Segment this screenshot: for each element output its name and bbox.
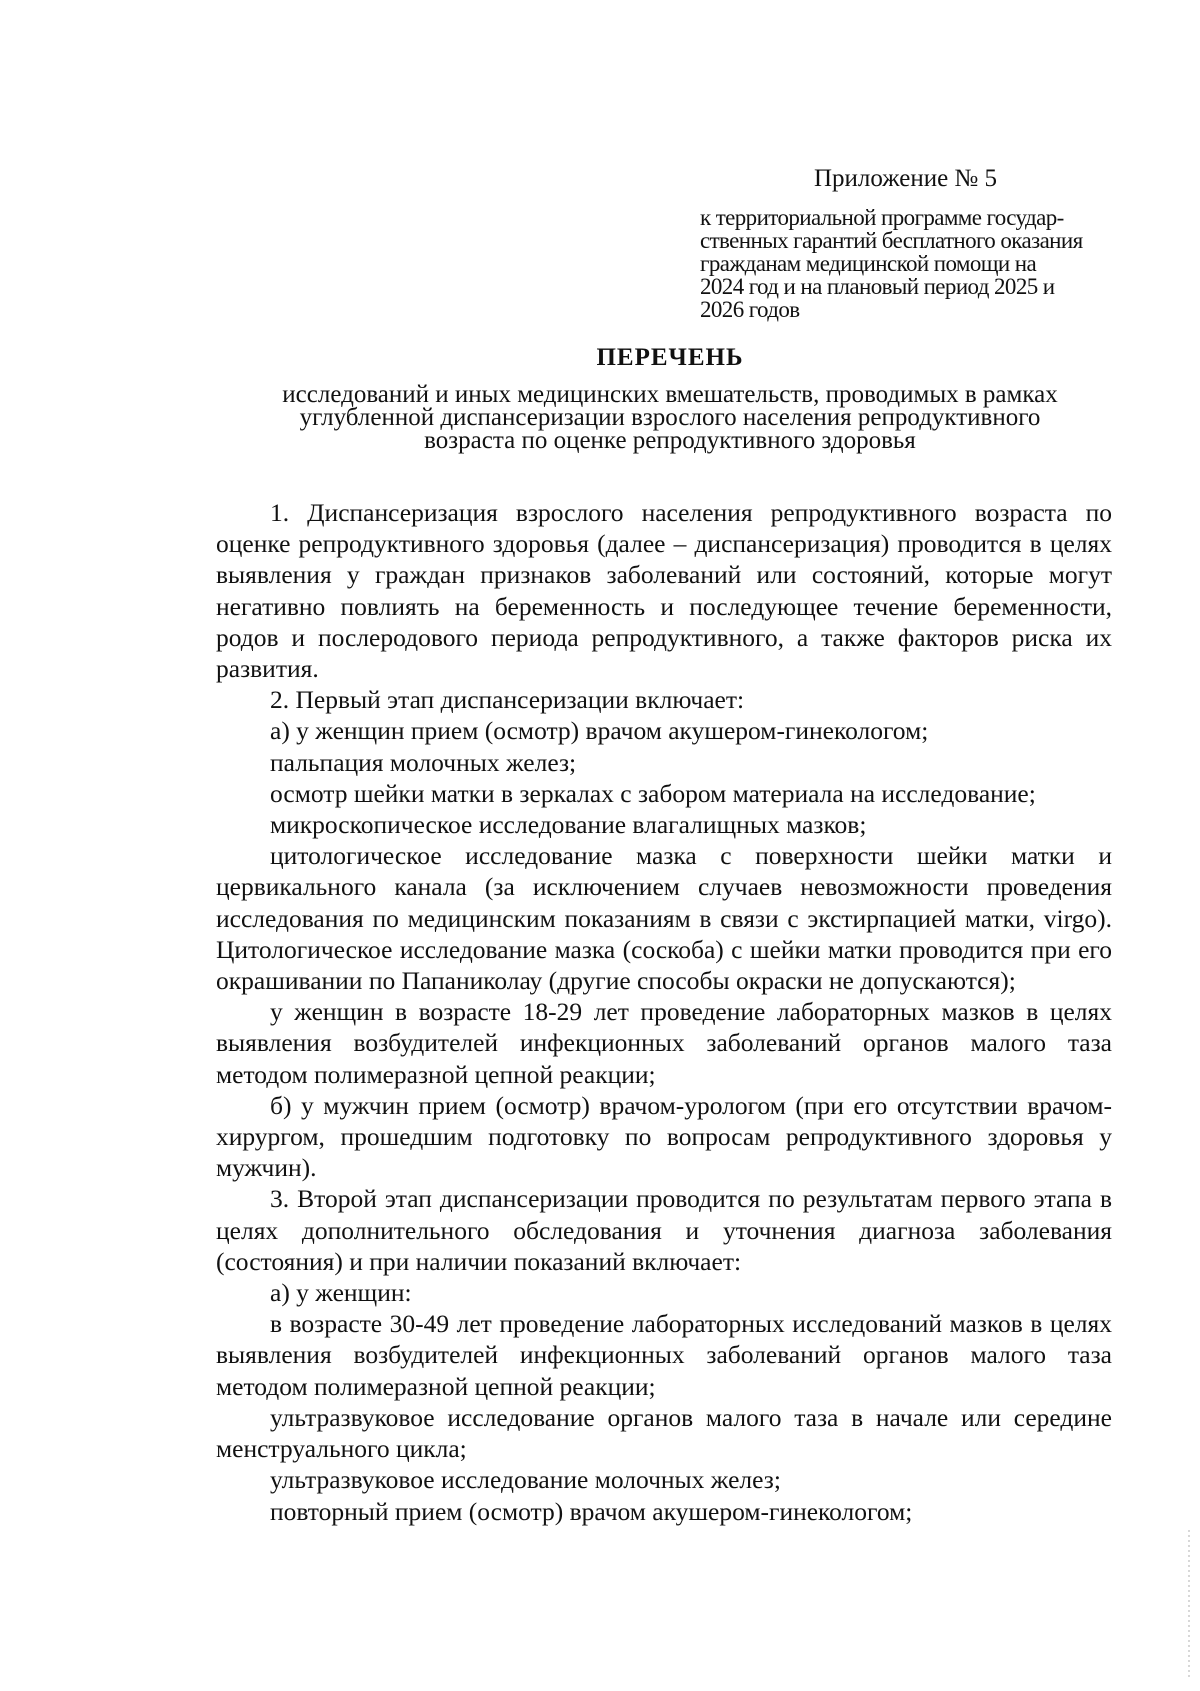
scan-edge-mark <box>1188 1530 1190 1680</box>
list-item-women-stage2: а) у женщин: <box>270 1278 412 1308</box>
appendix-subtitle-line: гражданам медицинской помощи на <box>700 251 1037 276</box>
appendix-subtitle <box>700 206 1140 321</box>
document-subheading-line: углубленной диспансеризации взрослого населения репродуктивного <box>299 404 1041 431</box>
paragraph-3: 3. Второй этап диспансеризации проводится по результатам первого этапа в целях дополнительного обследования и уточнения диагноза заболевания (состояния) и при наличии показаний включает: <box>216 1184 1112 1276</box>
list-item-women-exam: а) у женщин прием (осмотр) врачом акушером-гинекологом; <box>270 716 929 746</box>
appendix-subtitle-line: 2024 год и на плановый период 2025 и <box>700 274 1055 299</box>
list-item-palpation: пальпация молочных желез; <box>270 747 577 777</box>
list-item-pcr-18-29: у женщин в возрасте 18-29 лет проведение лабораторных мазков в целях выявления возбудителей инфекционных заболеваний органов малого таза методом полимеразной цепной реакции; <box>216 997 1112 1089</box>
document-subheading <box>200 383 1140 452</box>
paragraph-2: 2. Первый этап диспансеризации включает: <box>270 685 745 715</box>
paragraph-1: 1. Диспансеризация взрослого населения репродуктивного возраста по оценке репродуктивного здоровья (далее – диспансеризация) проводится в целях выявления у граждан признаков заболеваний или состояний, которые могут негативно повлиять на беременность и последующее течение беременности, родов и послеродового периода репродуктивного, а также факторов риска их развития. <box>216 498 1112 684</box>
list-item-repeat-exam: повторный прием (осмотр) врачом акушером-гинекологом; <box>270 1496 913 1526</box>
list-item-pelvic-ultrasound: ультразвуковое исследование органов малого таза в начале или середине менструального цикла; <box>216 1402 1112 1464</box>
document-subheading-line: исследований и иных медицинских вмешательств, проводимых в рамках <box>282 381 1058 408</box>
list-item-microscopy: микроскопическое исследование влагалищных мазков; <box>270 810 867 840</box>
document-heading: ПЕРЕЧЕНЬ <box>596 344 744 371</box>
appendix-title: Приложение № 5 <box>814 165 998 192</box>
document-body <box>216 497 1112 1527</box>
list-item-men-exam: б) у мужчин прием (осмотр) врачом-урологом (при его отсутствии врачом-хирургом, прошедшим подготовку по вопросам репродуктивного здоровья у мужчин). <box>216 1090 1112 1183</box>
appendix-subtitle-line: к территориальной программе государ- <box>700 205 1064 230</box>
appendix-subtitle-line: ственных гарантий бесплатного оказания <box>700 228 1083 253</box>
appendix-subtitle-line: 2026 годов <box>700 297 800 322</box>
document-subheading-line: возраста по оценке репродуктивного здоровья <box>424 427 916 454</box>
list-item-cytology: цитологическое исследование мазка с поверхности шейки матки и цервикального канала (за исключением случаев невозможности проведения исследования по медицинским показаниям в связи с экстирпацией матки, virgo). Цитологическое исследование мазка (соскоба) с шейки матки проводится при его окрашивании по Папаниколау (другие способы окраски не допускаются); <box>216 841 1112 996</box>
list-item-pcr-30-49: в возрасте 30-49 лет проведение лабораторных исследований мазков в целях выявления возбудителей инфекционных заболеваний органов малого таза методом полимеразной цепной реакции; <box>216 1309 1112 1401</box>
list-item-breast-ultrasound: ультразвуковое исследование молочных желез; <box>270 1465 781 1495</box>
list-item-cervix-exam: осмотр шейки матки в зеркалах с забором материала на исследование; <box>270 778 1036 808</box>
